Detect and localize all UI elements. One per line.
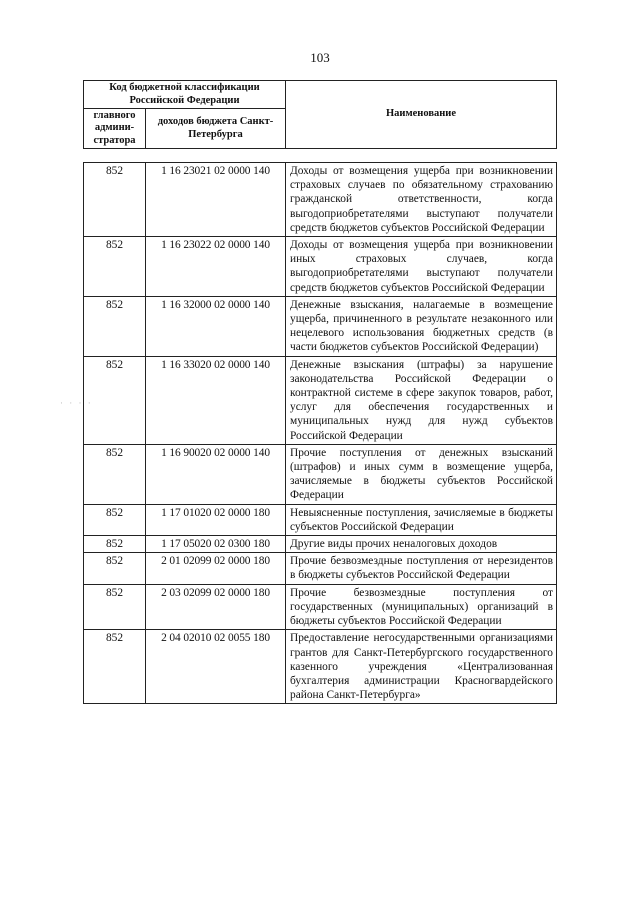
page-number: 103 [310, 50, 330, 65]
revenue-code-cell: 2 04 02010 02 0055 180 [146, 630, 286, 704]
revenue-code-cell: 2 03 02099 02 0000 180 [146, 584, 286, 630]
revenue-code-cell: 1 16 32000 02 0000 140 [146, 296, 286, 356]
name-cell: Прочие поступления от денежных взысканий (штрафов) и иных сумм в возмещение ущерба, зачисляемые в бюджеты субъектов Российской Федерации [286, 444, 557, 504]
name-cell: Доходы от возмещения ущерба при возникновении иных страховых случаев, когда выгодоприобретателями выступают получатели средств бюджетов субъектов Российской Федерации [286, 237, 557, 297]
admin-code-cell: 852 [84, 584, 146, 630]
revenue-code-cell: 1 17 01020 02 0000 180 [146, 504, 286, 535]
table-row [84, 553, 557, 584]
header-body-gap [83, 149, 557, 162]
table-row [84, 237, 557, 297]
name-cell: Денежные взыскания (штрафы) за нарушение законодательства Российской Федерации о контрактной системе в сфере закупок товаров, работ, услуг для обеспечения государственных и муниципальных нужд для нужд субъектов Российской Федерации [286, 356, 557, 444]
header-admin-column: главного админи-стратора [84, 109, 146, 149]
revenue-code-cell: 2 01 02099 02 0000 180 [146, 553, 286, 584]
header-revenue-column: доходов бюджета Санкт-Петербурга [146, 109, 286, 149]
revenue-code-cell: 1 16 33020 02 0000 140 [146, 356, 286, 444]
admin-code-cell: 852 [84, 163, 146, 237]
revenue-code-cell: 1 16 90020 02 0000 140 [146, 444, 286, 504]
table-row [84, 504, 557, 535]
table-row [84, 536, 557, 553]
admin-code-cell: 852 [84, 536, 146, 553]
table-row [84, 163, 557, 237]
name-cell: Невыясненные поступления, зачисляемые в бюджеты субъектов Российской Федерации [286, 504, 557, 535]
admin-code-cell: 852 [84, 444, 146, 504]
revenue-code-cell: 1 16 23022 02 0000 140 [146, 237, 286, 297]
name-cell: Прочие безвозмездные поступления от нерезидентов в бюджеты субъектов Российской Федерации [286, 553, 557, 584]
admin-code-cell: 852 [84, 630, 146, 704]
admin-code-cell: 852 [84, 296, 146, 356]
margin-mark: · · · · [60, 398, 93, 408]
admin-code-cell: 852 [84, 237, 146, 297]
revenue-code-cell: 1 17 05020 02 0300 180 [146, 536, 286, 553]
table-row [84, 584, 557, 630]
table-row [84, 296, 557, 356]
admin-code-cell: 852 [84, 504, 146, 535]
table-row [84, 630, 557, 704]
admin-code-cell: 852 [84, 356, 146, 444]
revenue-table-body [84, 163, 557, 704]
table-row [84, 356, 557, 444]
name-cell: Доходы от возмещения ущерба при возникновении страховых случаев по обязательному страхованию гражданской ответственности, когда выгодоприобретателями выступают получатели средств бюджетов субъектов Российской Федерации [286, 163, 557, 237]
revenue-table [83, 162, 557, 704]
name-cell: Предоставление негосударственными организациями грантов для Санкт-Петербургского государственного казенного учреждения «Централизованная бухгалтерия администрации Красногвардейского района Санкт-Петербурга» [286, 630, 557, 704]
admin-code-cell: 852 [84, 553, 146, 584]
header-group-title: Код бюджетной классификации Российской Федерации [84, 81, 286, 109]
header-name-column: Наименование [286, 81, 557, 149]
name-cell: Другие виды прочих неналоговых доходов [286, 536, 557, 553]
name-cell: Прочие безвозмездные поступления от государственных (муниципальных) организаций в бюджеты субъектов Российской Федерации [286, 584, 557, 630]
name-cell: Денежные взыскания, налагаемые в возмещение ущерба, причиненного в результате незаконного или нецелевого использования бюджетных средств (в части бюджетов субъектов Российской Федерации) [286, 296, 557, 356]
table-header [83, 80, 557, 149]
table-row [84, 444, 557, 504]
revenue-code-cell: 1 16 23021 02 0000 140 [146, 163, 286, 237]
